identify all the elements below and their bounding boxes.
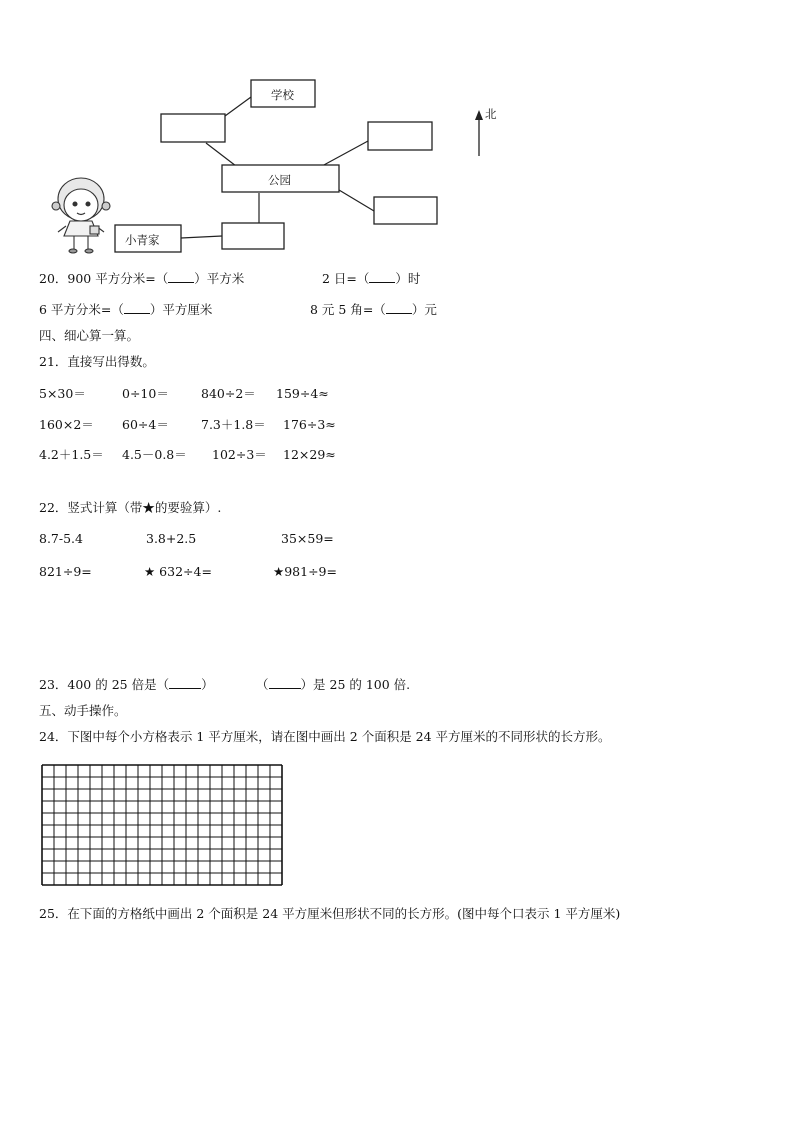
answer-blank[interactable] — [124, 302, 150, 314]
empty-box-right — [374, 197, 437, 224]
section-4-heading: 四、细心算一算。 — [39, 328, 140, 343]
school-label: 学校 — [271, 88, 294, 102]
calc-item: 8.7-5.4 — [39, 531, 83, 546]
answer-blank[interactable] — [386, 302, 412, 314]
calc-item: ★ 632÷4= — [144, 564, 212, 579]
calc-item: 159÷4≈ — [276, 386, 329, 401]
calc-item: 4.5－0.8＝ — [122, 447, 187, 462]
calc-item: 821÷9= — [39, 564, 92, 579]
calc-item: 840÷2＝ — [201, 386, 256, 401]
answer-blank[interactable] — [269, 677, 301, 689]
q22-title: 22．竖式计算（带★的要验算）. — [39, 500, 222, 515]
calc-item: 7.3＋1.8＝ — [201, 417, 266, 432]
q23-part-b: （ ）是 25 的 100 倍. — [256, 677, 411, 692]
q20-line1-right: 2 日=（ ）时 — [322, 271, 421, 286]
empty-box-top-right — [368, 122, 432, 150]
answer-blank[interactable] — [369, 271, 395, 283]
calc-item: 160×2＝ — [39, 417, 94, 432]
answer-blank[interactable] — [168, 271, 194, 283]
calc-item: 3.8+2.5 — [146, 531, 197, 546]
calc-item: 4.2＋1.5＝ — [39, 447, 104, 462]
calc-item: ★981÷9= — [273, 564, 337, 579]
map-lines — [0, 0, 794, 260]
q20-line1-left: 20．900 平方分米=（ ）平方米 — [39, 271, 245, 286]
q20-line2-right: 8 元 5 角=（ ）元 — [310, 302, 437, 317]
girl-illustration — [52, 178, 110, 253]
empty-box-left — [161, 114, 225, 142]
calc-item: 5×30＝ — [39, 386, 86, 401]
q21-title: 21．直接写出得数。 — [39, 354, 155, 369]
empty-box-bottom — [222, 223, 284, 249]
calc-item: 60÷4＝ — [122, 417, 169, 432]
calc-item: 12×29≈ — [283, 447, 336, 462]
park-label: 公园 — [268, 173, 291, 187]
q23-part-a: 23．400 的 25 倍是（ ） — [39, 677, 214, 692]
home-label: 小青家 — [125, 233, 160, 247]
calc-item: 102÷3＝ — [212, 447, 267, 462]
north-label: 北 — [485, 107, 497, 121]
q20-line2-left: 6 平方分米=（ ）平方厘米 — [39, 302, 213, 317]
calc-item: 0÷10＝ — [122, 386, 169, 401]
q25-text: 25．在下面的方格纸中画出 2 个面积是 24 平方厘米但形状不同的长方形。(图中每个口表示 1 平方厘米) — [39, 906, 621, 921]
calc-item: 176÷3≈ — [283, 417, 336, 432]
answer-blank[interactable] — [169, 677, 201, 689]
calc-item: 35×59= — [281, 531, 334, 546]
section-5-heading: 五、动手操作。 — [39, 703, 127, 718]
q24-text: 24．下图中每个小方格表示 1 平方厘米，请在图中画出 2 个面积是 24 平方厘米的不同形状的长方形。 — [39, 729, 611, 744]
